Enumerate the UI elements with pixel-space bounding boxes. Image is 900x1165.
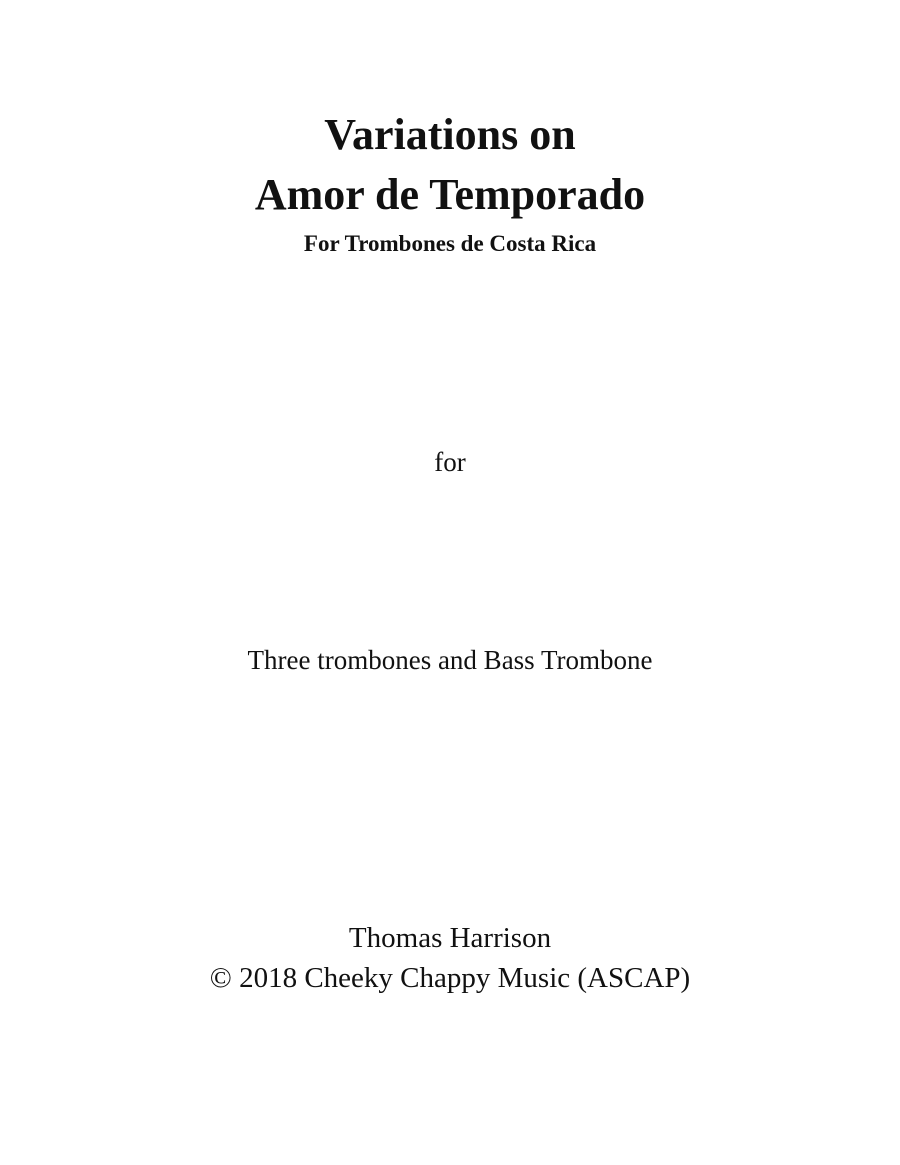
title-line-2: Amor de Temporado <box>254 170 646 219</box>
copyright-notice: © 2018 Cheeky Chappy Music (ASCAP) <box>209 962 691 994</box>
title-line-1: Variations on <box>324 110 576 159</box>
composer-name: Thomas Harrison <box>348 922 552 954</box>
subtitle: For Trombones de Costa Rica <box>303 231 597 256</box>
instrumentation: Three trombones and Bass Trombone <box>247 645 653 675</box>
for-label: for <box>434 447 466 477</box>
